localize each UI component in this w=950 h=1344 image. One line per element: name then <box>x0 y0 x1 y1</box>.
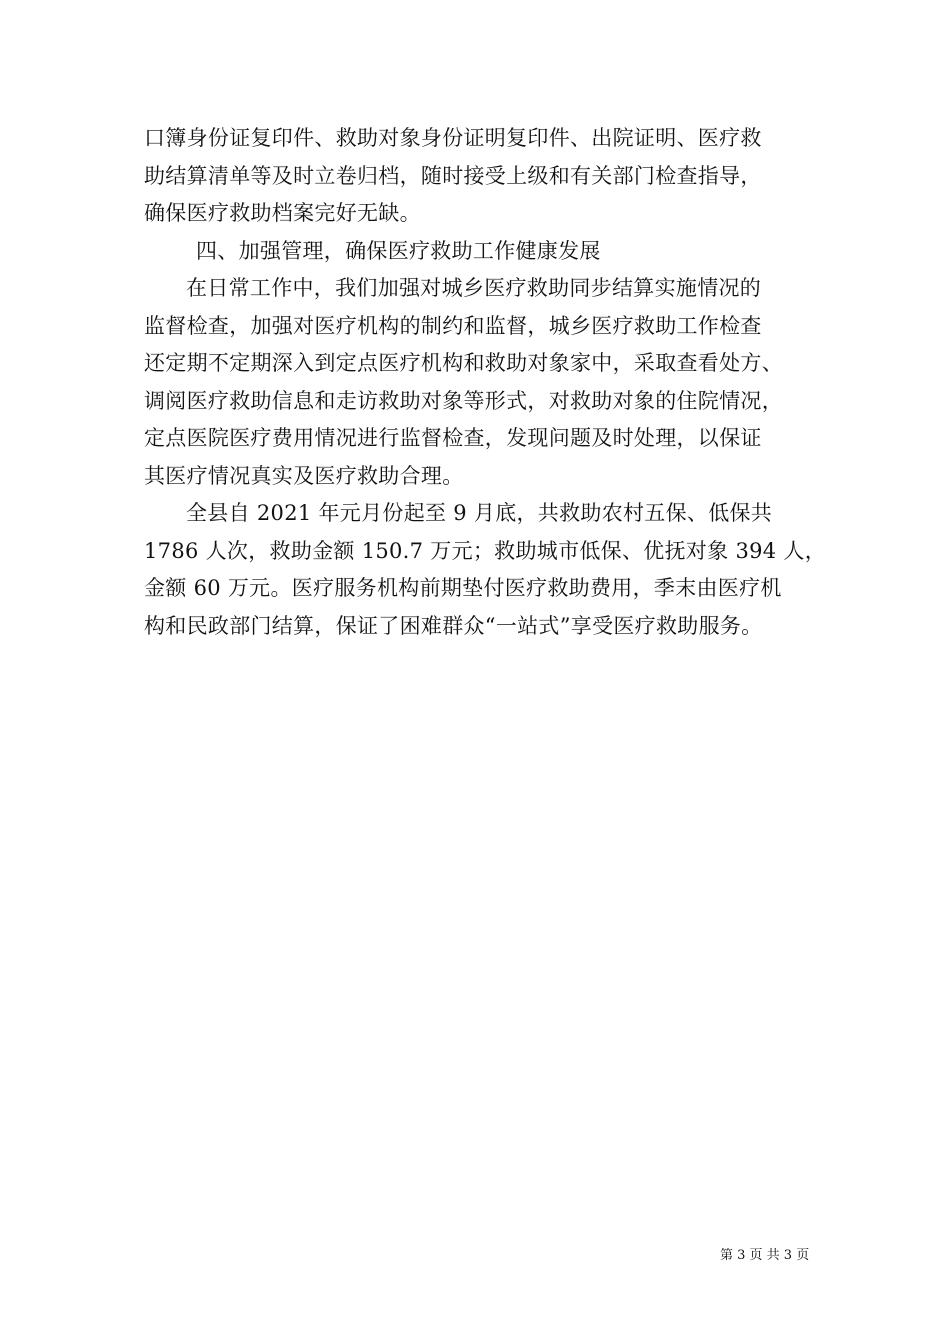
text-line: 1786 人次，救助金额 150.7 万元；救助城市低保、优抚对象 394 人， <box>144 538 827 563</box>
text-line: 监督检查，加强对医疗机构的制约和监督，城乡医疗救助工作检查 <box>144 313 762 338</box>
paragraph-archive <box>144 120 814 233</box>
text-line: 定点医院医疗费用情况进行监督检查，发现问题及时处理，以保证 <box>144 426 762 450</box>
text-line: 口簿身份证复印件、救助对象身份证明复印件、出院证明、医疗救 <box>144 126 762 150</box>
text-line: 其医疗情况真实及医疗救助合理。 <box>144 463 464 488</box>
text-line: 助结算清单等及时立卷归档，随时接受上级和有关部门检查指导， <box>144 163 762 188</box>
text-line: 调阅医疗救助信息和走访救助对象等形式，对救助对象的住院情况， <box>144 388 783 413</box>
paragraph-statistics <box>144 495 827 645</box>
text-line: 构和民政部门结算，保证了困难群众“一站式”享受医疗救助服务。 <box>144 613 763 638</box>
text-line: 还定期不定期深入到定点医疗机构和救助对象家中，采取查看处方、 <box>144 351 783 375</box>
page-number-footer: 第 3 页 共 3 页 <box>720 1248 810 1263</box>
section-heading <box>144 233 814 271</box>
text-line: 在日常工作中，我们加强对城乡医疗救助同步结算实施情况的 <box>186 276 762 300</box>
section-heading-text: 四、加强管理，确保医疗救助工作健康发展 <box>196 238 601 263</box>
text-line: 确保医疗救助档案完好无缺。 <box>144 201 421 225</box>
paragraph-management <box>144 270 814 495</box>
text-line: 全县自 2021 年元月份起至 9 月底，共救助农村五保、低保共 <box>186 501 773 525</box>
text-line: 金额 60 万元。医疗服务机构前期垫付医疗救助费用，季末由医疗机 <box>144 576 782 600</box>
document-body <box>144 120 827 645</box>
